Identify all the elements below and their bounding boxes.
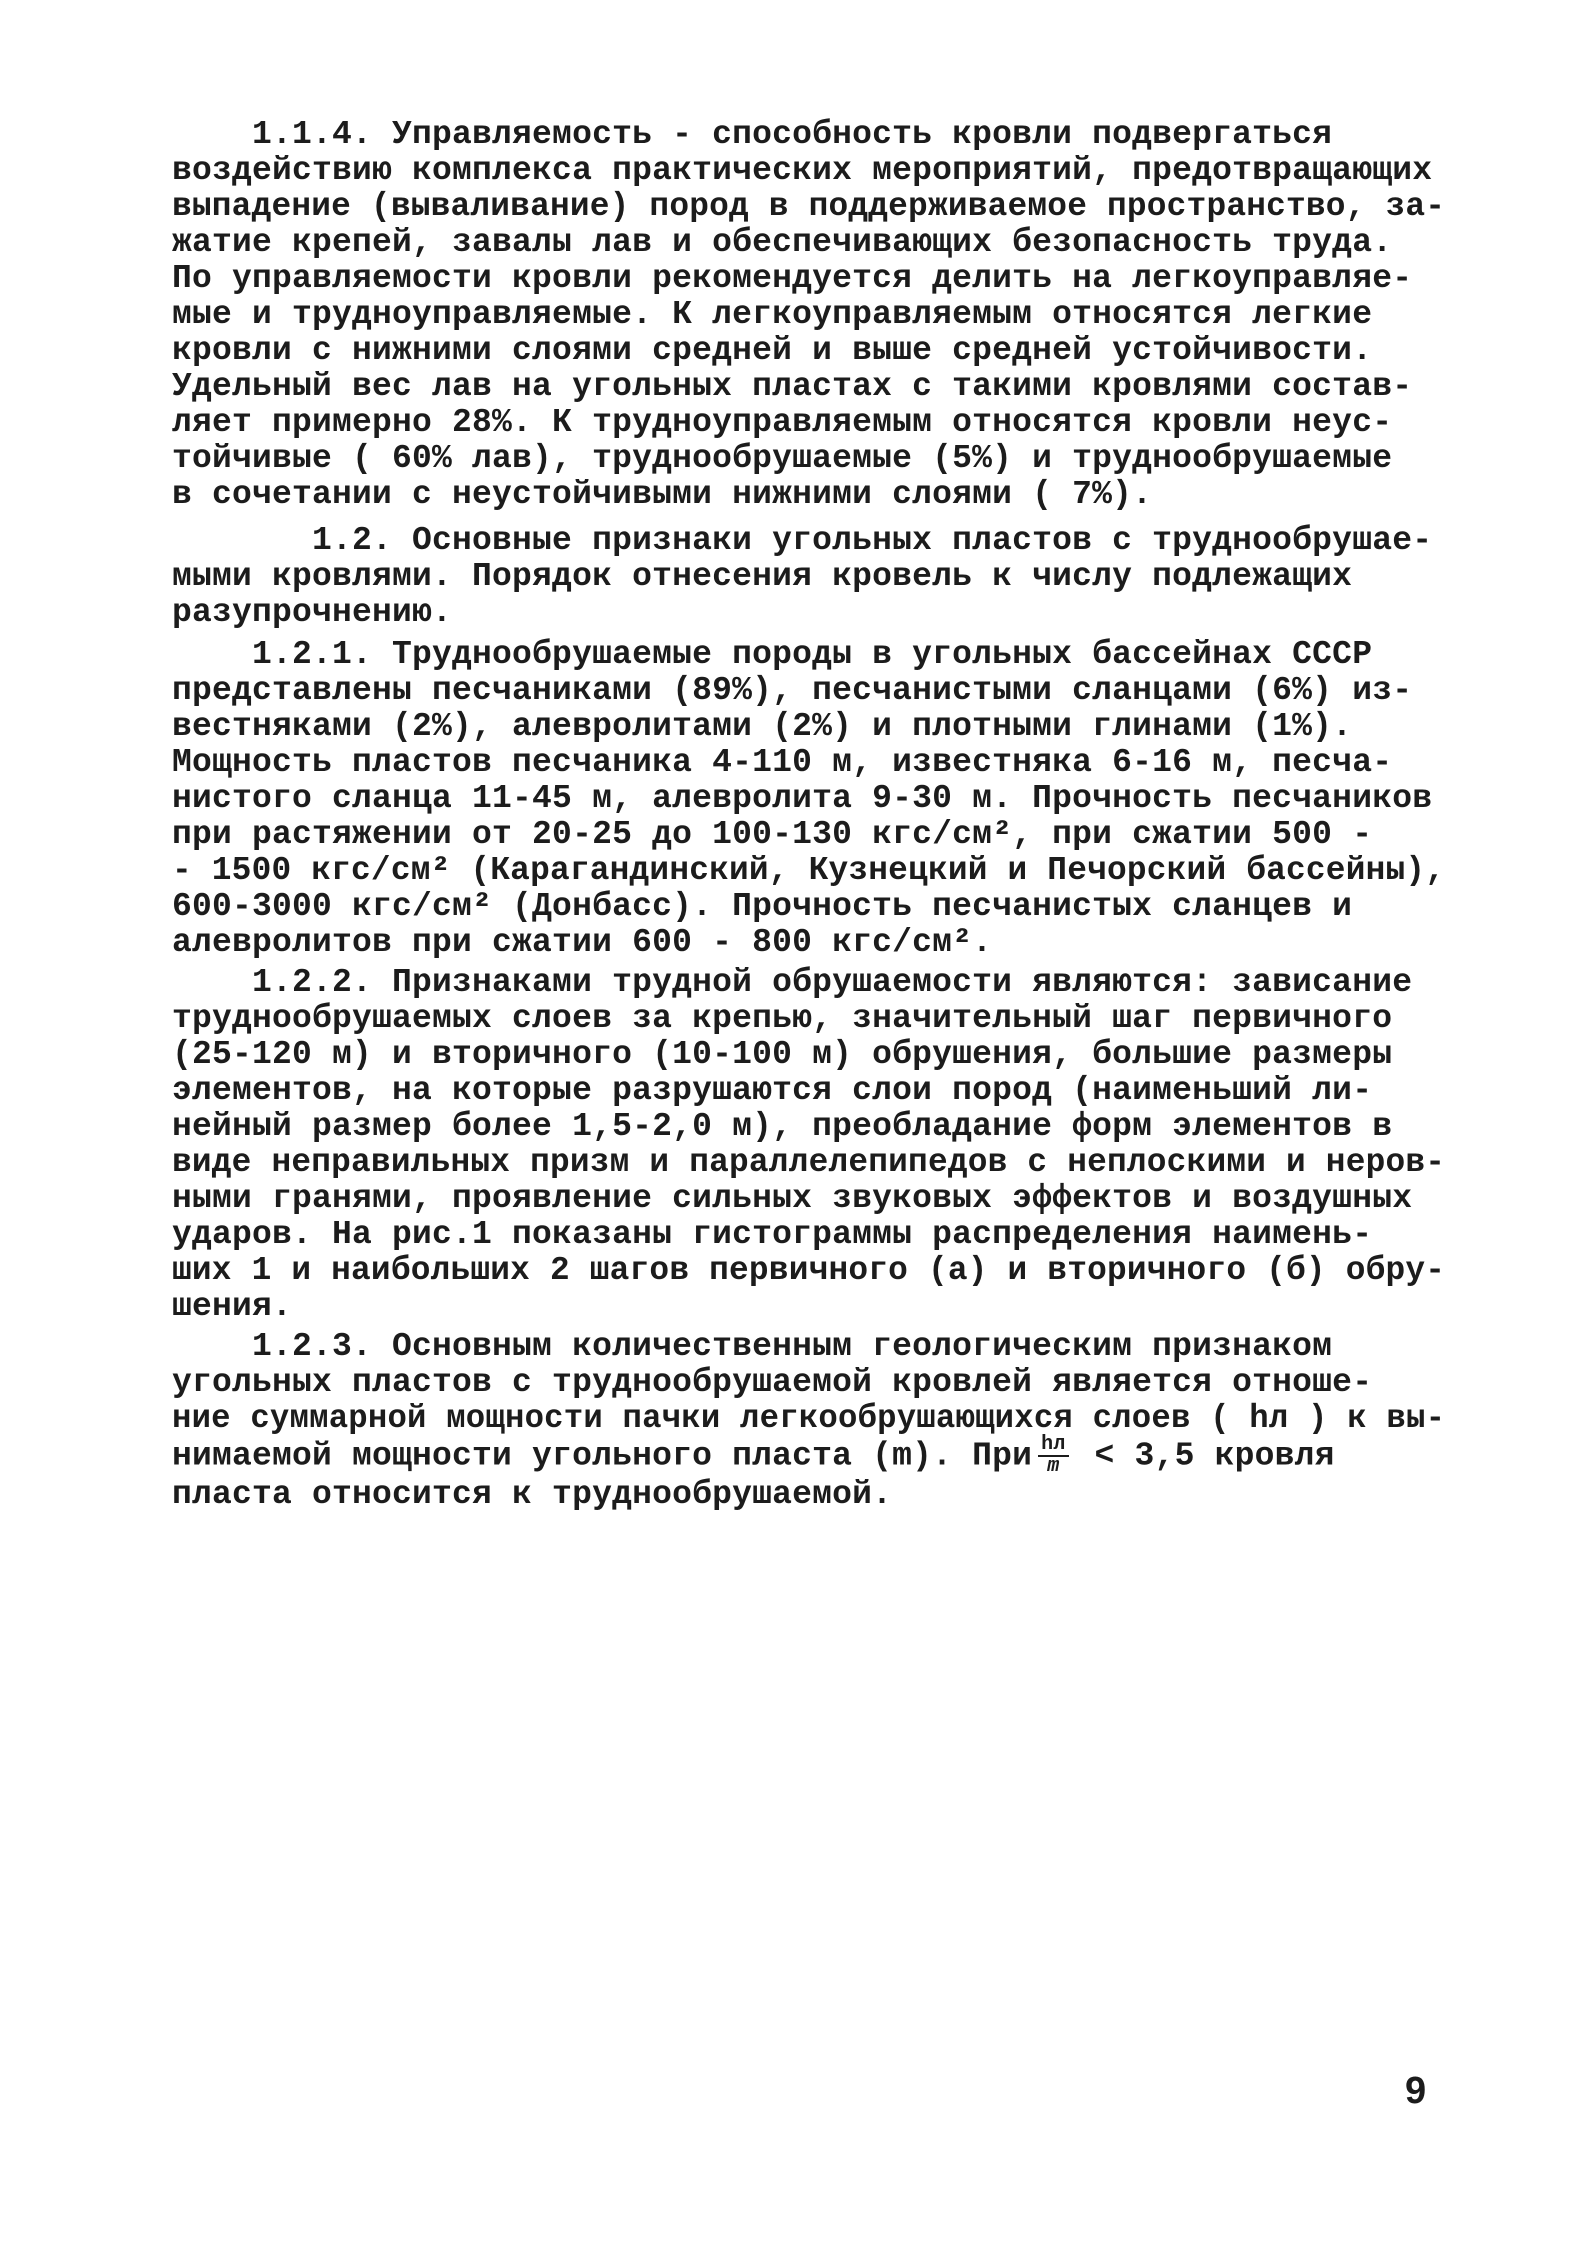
text-line: 1.2.1. Труднообрушаемые породы в угольных бассейнах СССР (172, 636, 1373, 673)
text-line: 1.2.2. Признаками трудной обрушаемости являются: зависание (172, 964, 1413, 1001)
formula-tail: < 3,5 кровля (1074, 1437, 1335, 1475)
text-line: кровли с нижними слоями средней и выше средней устойчивости. (172, 332, 1373, 369)
text-line: алевролитов при сжатии 600 - 800 кгс/см². (172, 924, 993, 961)
text-line: 1.2. Основные признаки угольных пластов с труднообрушае- (172, 522, 1433, 559)
text-line: шения. (172, 1288, 293, 1325)
text-line: - 1500 кгс/см² (Карагандинский, Кузнецкий и Печорский бассейны), (172, 852, 1446, 889)
text-line: мые и трудноуправляемые. К легкоуправляемым относятся легкие (172, 296, 1373, 333)
text-line: 600-3000 кгс/см² (Донбасс). Прочность песчанистых сланцев и (172, 888, 1353, 925)
text-line (172, 1435, 1335, 1477)
page-number: 9 (1405, 2070, 1427, 2112)
text-line: 1.1.4. Управляемость - способность кровли подвергаться (172, 116, 1333, 153)
text-line: виде неправильных призм и параллелепипедов с неплоскими и неров- (172, 1144, 1446, 1181)
text-line: нейный размер более 1,5-2,0 м), преобладание форм элементов в (172, 1108, 1393, 1145)
text-line: По управляемости кровли рекомендуется делить на легкоуправляе- (172, 260, 1413, 297)
formula-numerator: hл (1038, 1435, 1068, 1457)
text-line: выпадение (вываливание) пород в поддерживаемое пространство, за- (172, 188, 1446, 225)
text-line: представлены песчаниками (89%), песчанистыми сланцами (6%) из- (172, 672, 1413, 709)
ratio-formula (1038, 1435, 1068, 1477)
text-line: в сочетании с неустойчивыми нижними слоями ( 7%). (172, 476, 1153, 513)
text-line: труднообрушаемых слоев за крепью, значительный шаг первичного (172, 1000, 1393, 1037)
text-line: ляет примерно 28%. К трудноуправляемым относятся кровли неус- (172, 404, 1393, 441)
text-line: воздействию комплекса практических мероприятий, предотвращающих (172, 152, 1433, 189)
text-line-main: нимаемой мощности угольного пласта (m). При (172, 1437, 1033, 1475)
text-line: при растяжении от 20-25 до 100-130 кгс/см², при сжатии 500 - (172, 816, 1373, 853)
text-line: угольных пластов с труднообрушаемой кровлей является отноше- (172, 1364, 1373, 1401)
text-line: нистого сланца 11-45 м, алевролита 9-30 м. Прочность песчаников (172, 780, 1433, 817)
text-line: жатие крепей, завалы лав и обеспечивающих безопасность труда. (172, 224, 1393, 261)
text-line: тойчивые ( 60% лав), труднообрушаемые (5%) и труднообрушаемые (172, 440, 1393, 477)
formula-denominator: m (1047, 1455, 1060, 1478)
text-line: разупрочнению. (172, 594, 453, 631)
text-line: Удельный вес лав на угольных пластах с такими кровлями состав- (172, 368, 1413, 405)
text-line: ударов. На рис.1 показаны гистограммы распределения наимень- (172, 1216, 1373, 1253)
text-line: Мощность пластов песчаника 4-110 м, известняка 6-16 м, песча- (172, 744, 1393, 781)
text-line: мыми кровлями. Порядок отнесения кровель к числу подлежащих (172, 558, 1353, 595)
text-line: ние суммарной мощности пачки легкообрушающихся слоев ( hл ) к вы- (172, 1400, 1446, 1437)
text-line-last: пласта относится к труднообрушаемой. (172, 1476, 893, 1513)
text-line: (25-120 м) и вторичного (10-100 м) обрушения, большие размеры (172, 1036, 1393, 1073)
text-line: ными гранями, проявление сильных звуковых эффектов и воздушных (172, 1180, 1413, 1217)
text-line: 1.2.3. Основным количественным геологическим признаком (172, 1328, 1333, 1365)
text-line: ших 1 и наибольших 2 шагов первичного (а) и вторичного (б) обру- (172, 1252, 1446, 1289)
text-line: элементов, на которые разрушаются слои пород (наименьший ли- (172, 1072, 1373, 1109)
text-line: вестняками (2%), алевролитами (2%) и плотными глинами (1%). (172, 708, 1353, 745)
